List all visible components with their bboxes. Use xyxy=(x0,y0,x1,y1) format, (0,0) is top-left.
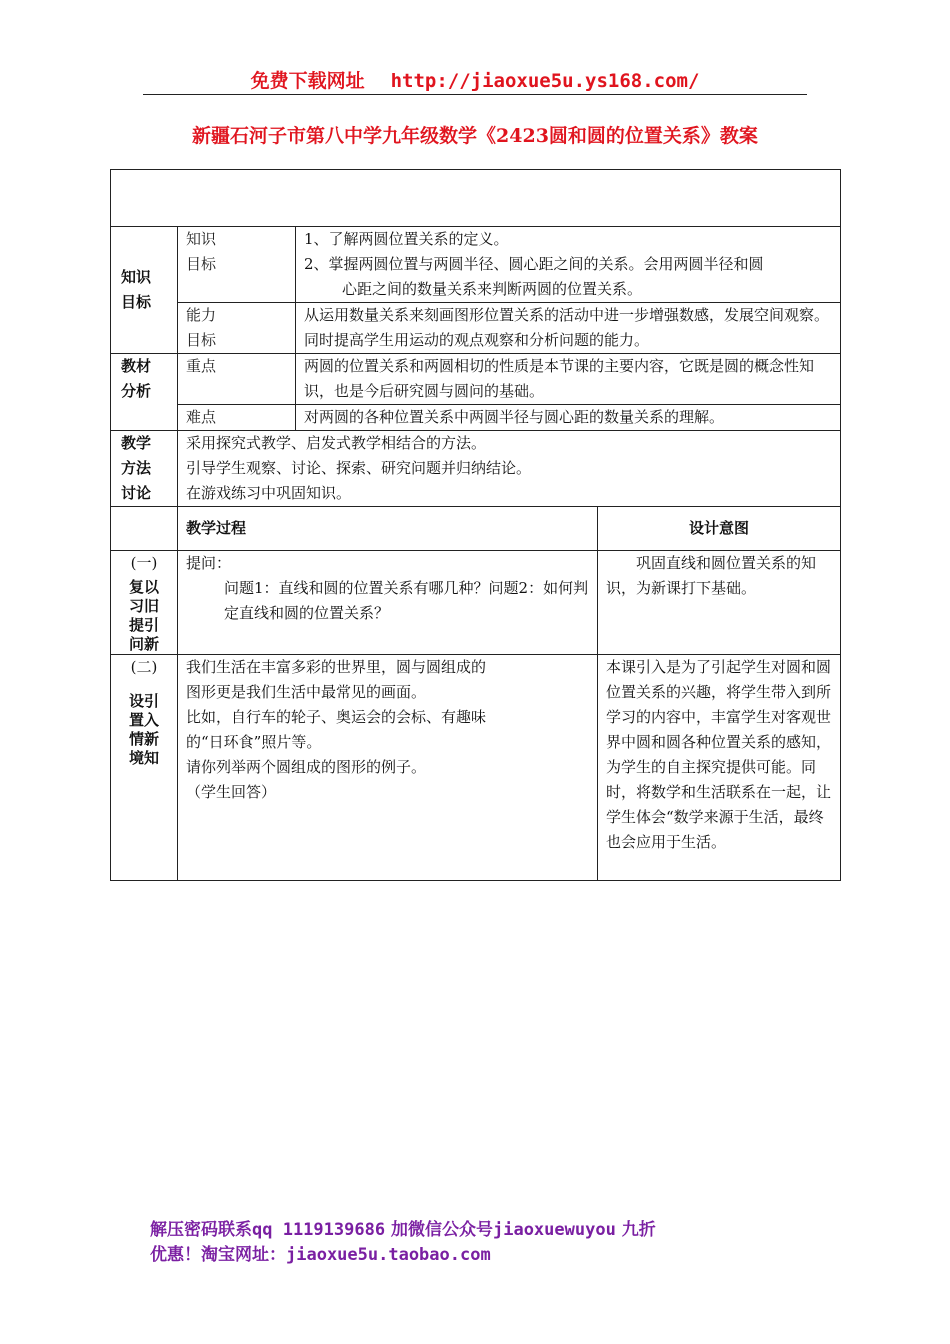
footer-qq: qq 1119139686 xyxy=(252,1220,386,1240)
footer-taobao-link[interactable]: jiaoxue5u.taobao.com xyxy=(286,1245,491,1265)
key-point-sublabel: 重点 xyxy=(178,354,296,405)
lesson-plan-table xyxy=(110,169,841,881)
step1-row xyxy=(111,551,841,655)
method-row xyxy=(111,431,841,507)
objectives-label: 知识 目标 xyxy=(111,227,178,354)
footer-ad xyxy=(150,1218,800,1268)
download-url-link[interactable]: http://jiaoxue5u.ys168.com/ xyxy=(390,70,700,92)
step2-intent: 本课引入是为了引起学生对圆和圆位置关系的兴趣，将学生带入到所学习的内容中，丰富学生对客观世界中圆和圆各种位置关系的感知，为学生的自主探究提供可能。同时，将数学和生活联系在一起，让学生体会“数学来源于生活，最终也会应用于生活。 xyxy=(598,655,841,881)
footer-line-2: 优惠！淘宝网址：jiaoxue5u.taobao.com xyxy=(150,1245,491,1265)
intent-header: 设计意图 xyxy=(598,507,841,551)
footer-wechat: jiaoxuewuyou xyxy=(492,1220,616,1240)
analysis-label: 教材 分析 xyxy=(111,354,178,431)
ability-sublabel: 能力 目标 xyxy=(178,303,296,354)
footer-line-1: 解压密码联系qq 1119139686 加微信公众号jiaoxuewuyou 九折 xyxy=(150,1220,656,1240)
step1-intent: 巩固直线和圆位置关系的知识，为新课打下基础。 xyxy=(598,551,841,655)
step2-content: 我们生活在丰富多彩的世界里，圆与圆组成的 图形更是我们生活中最常见的画面。 比如，自行车的轮子、奥运会的会标、有趣味 的“日环食”照片等。 请你列举两个圆组成的图形的例子。 （学生回答） xyxy=(178,655,598,881)
step2-label: (二) 设引置入情新境知 xyxy=(111,655,178,881)
blank-cell xyxy=(111,170,841,227)
knowledge-objective-row xyxy=(111,227,841,303)
process-header-blank xyxy=(111,507,178,551)
step1-content: 提问： 问题1：直线和圆的位置关系有哪几种？问题2：如何判定直线和圆的位置关系？ xyxy=(178,551,598,655)
process-header-row xyxy=(111,507,841,551)
key-point-row xyxy=(111,354,841,405)
step2-row xyxy=(111,655,841,881)
difficulty-sublabel: 难点 xyxy=(178,405,296,431)
site-header xyxy=(0,66,950,93)
method-label: 教学 方法 讨论 xyxy=(111,431,178,507)
process-header: 教学过程 xyxy=(178,507,598,551)
difficulty-content: 对两圆的各种位置关系中两圆半径与圆心距的数量关系的理解。 xyxy=(296,405,841,431)
header-divider xyxy=(143,94,807,95)
key-point-content: 两圆的位置关系和两圆相切的性质是本节课的主要内容，它既是圆的概念性知识，也是今后研究圆与圆问的基础。 xyxy=(296,354,841,405)
free-download-label: 免费下载网址 xyxy=(250,70,365,92)
difficulty-row xyxy=(111,405,841,431)
knowledge-sublabel: 知识 目标 xyxy=(178,227,296,303)
blank-row xyxy=(111,170,841,227)
knowledge-content: 1、了解两圆位置关系的定义。 2、掌握两圆位置与两圆半径、圆心距之间的关系。会用两圆半径和圆 心距之间的数量关系来判断两圆的位置关系。 xyxy=(296,227,841,303)
step1-label: (一) 复以习旧提引问新 xyxy=(111,551,178,655)
ability-objective-row xyxy=(111,303,841,354)
method-content: 采用探究式教学、启发式教学相结合的方法。 引导学生观察、讨论、探索、研究问题并归纳结论。 在游戏练习中巩固知识。 xyxy=(178,431,841,507)
page-title: 新疆石河子市第八中学九年级数学《2423圆和圆的位置关系》教案 xyxy=(192,125,758,147)
ability-content: 从运用数量关系来刻画图形位置关系的活动中进一步增强数感，发展空间观察。同时提高学生用运动的观点观察和分析问题的能力。 xyxy=(296,303,841,354)
